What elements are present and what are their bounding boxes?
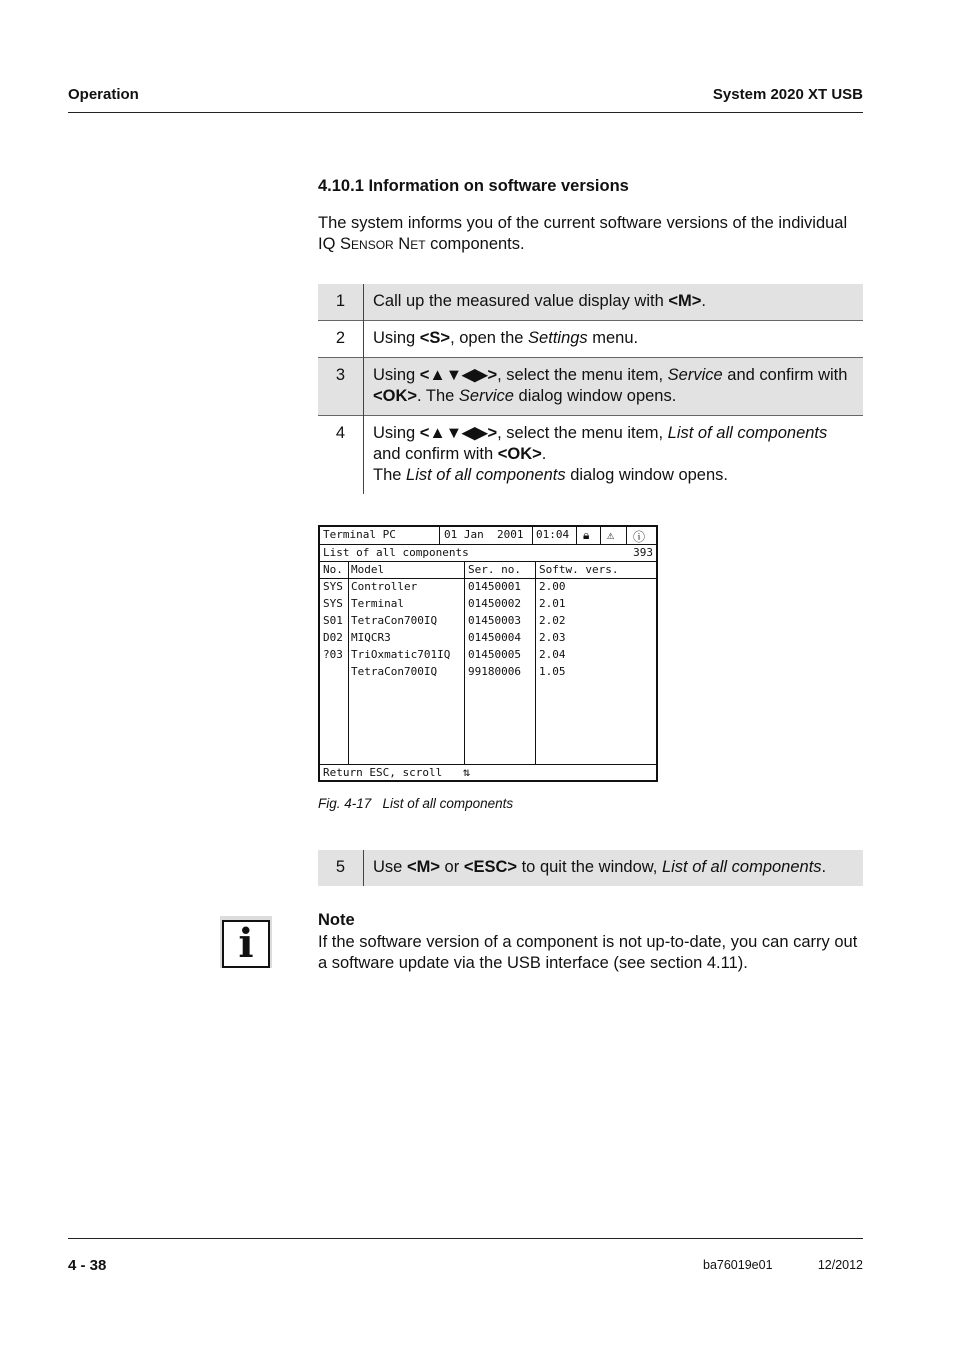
status-name: Terminal PC	[323, 528, 396, 541]
figure-caption: Fig. 4-17 List of all components	[318, 796, 514, 811]
column-header-row	[320, 562, 656, 578]
component-row: S01 TetraCon700IQ 01450003 2.02	[323, 614, 566, 627]
component-row: TetraCon700IQ 99180006 1.05	[351, 665, 566, 678]
col-no: No.	[323, 563, 343, 576]
footer-rule	[68, 1238, 863, 1239]
header-manual-title: System 2020 XT USB	[712, 86, 863, 103]
page-number: 4 - 38	[68, 1257, 107, 1274]
status-divider	[576, 527, 577, 544]
info-icon: ⓘ	[633, 530, 646, 544]
screen-title: List of all components	[323, 546, 469, 559]
status-divider	[439, 527, 440, 544]
step-text: Using <▲▼◀▶>, select the menu item, List of all components and confirm with <OK>. The List of all components dialog window opens.	[364, 416, 864, 495]
status-date: 01 Jan 2001	[444, 528, 524, 541]
note-text: If the software version of a component is not up-to-date, you can carry out a software update via the USB interface (see section 4.11).	[318, 933, 858, 972]
step-number: 4	[318, 416, 364, 495]
step-number: 3	[318, 358, 364, 416]
status-bar	[320, 527, 656, 543]
device-screen	[318, 525, 658, 782]
status-divider	[626, 527, 627, 544]
status-divider	[600, 527, 601, 544]
column-divider	[535, 561, 536, 764]
header-section: Operation	[68, 86, 139, 103]
header-rule	[68, 112, 863, 113]
scroll-icon: ⇅	[463, 765, 471, 779]
step-row	[318, 321, 863, 358]
step-row	[318, 284, 863, 321]
step-text: Using <S>, open the Settings menu.	[364, 321, 864, 358]
screen-footer-text: Return ESC, scroll	[323, 766, 443, 779]
status-divider	[532, 527, 533, 544]
document-id: ba76019e01	[703, 1258, 773, 1272]
step-row	[318, 416, 863, 495]
component-row: SYS Controller 01450001 2.00	[323, 580, 566, 593]
step-text: Using <▲▼◀▶>, select the menu item, Service and confirm with <OK>. The Service dialog window opens.	[364, 358, 864, 416]
intro-paragraph: The system informs you of the current software versions of the individual IQ Sensor Net components.	[318, 214, 848, 253]
warning-icon: ⚠︎	[607, 528, 615, 542]
steps-table-continued	[318, 850, 863, 886]
brand-name: Sensor Net	[340, 235, 426, 253]
component-count: 393	[633, 546, 653, 559]
step-row	[318, 358, 863, 416]
step-text: Call up the measured value display with <M>.	[364, 284, 864, 321]
col-version: Softw. vers.	[539, 563, 619, 576]
document-date: 12/2012	[817, 1258, 863, 1272]
lock-icon: 🔒︎	[583, 528, 590, 542]
step-number: 2	[318, 321, 364, 358]
col-serial: Ser. no.	[468, 563, 521, 576]
component-row: D02 MIQCR3 01450004 2.03	[323, 631, 566, 644]
note-title: Note	[318, 911, 355, 929]
step-number: 1	[318, 284, 364, 321]
screen-footer	[320, 765, 656, 781]
note-info-icon	[220, 916, 272, 968]
component-row: SYS Terminal 01450002 2.01	[323, 597, 566, 610]
step-text: Use <M> or <ESC> to quit the window, List of all components.	[364, 850, 864, 886]
component-row: ?03 TriOxmatic701IQ 01450005 2.04	[323, 648, 566, 661]
col-model: Model	[351, 563, 385, 576]
screen-title-row	[320, 545, 656, 561]
step-number: 5	[318, 850, 364, 886]
info-i-icon: i	[222, 920, 270, 968]
column-divider	[348, 561, 349, 764]
section-title: 4.10.1 Information on software versions	[318, 177, 629, 195]
column-divider	[464, 561, 465, 764]
status-time: 01:04	[536, 528, 570, 541]
steps-table	[318, 284, 863, 494]
step-row	[318, 850, 863, 886]
